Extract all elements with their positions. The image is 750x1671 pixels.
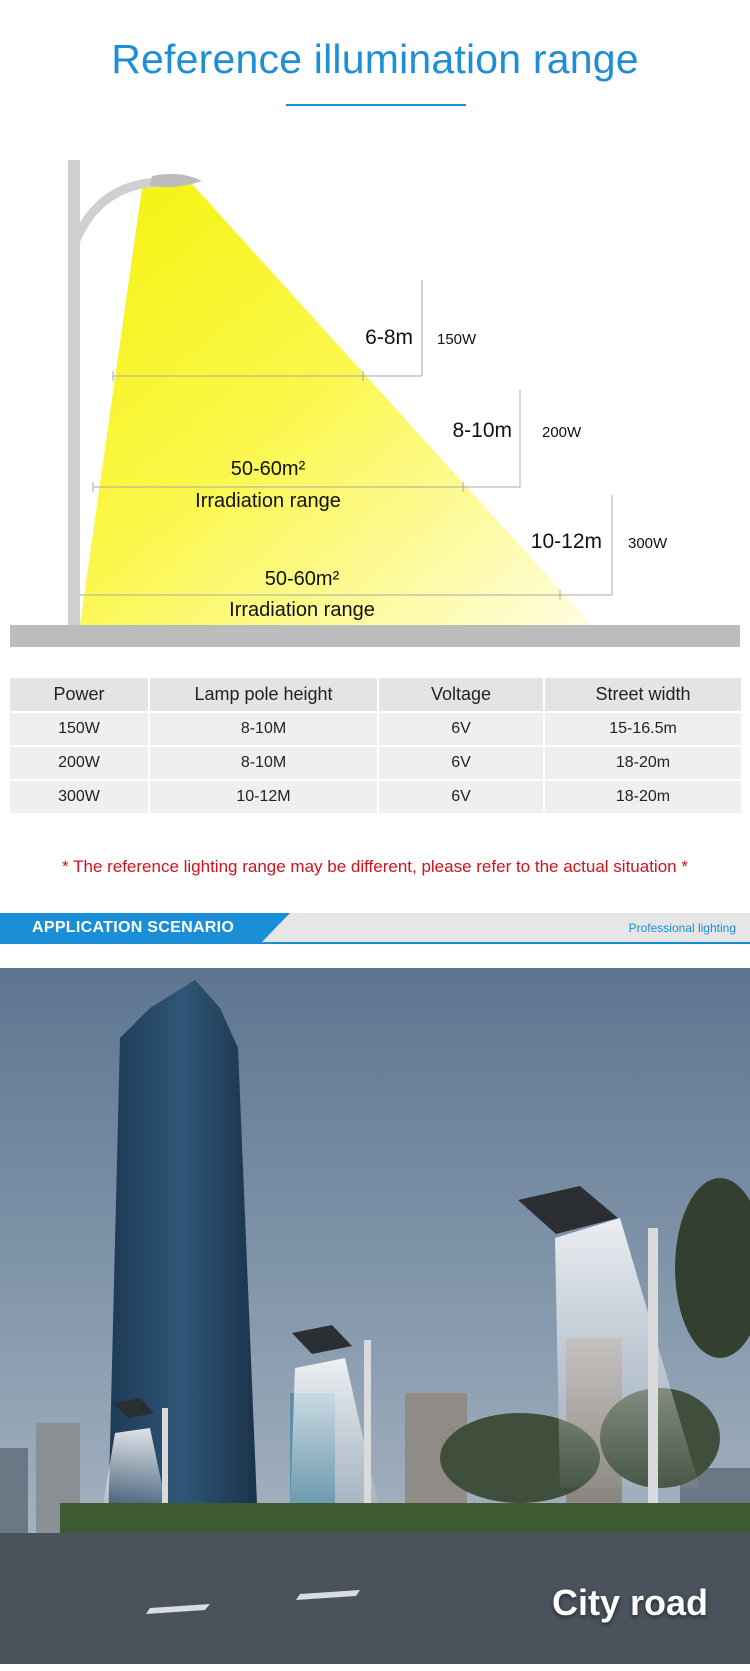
city-road-scene: [0, 968, 750, 1664]
range-label: Irradiation range: [195, 490, 341, 512]
cell-street-width: 18-20m: [545, 781, 741, 813]
col-voltage: Voltage: [379, 678, 543, 711]
table-row: [10, 713, 741, 745]
col-power: Power: [10, 678, 148, 711]
cell-power: 300W: [10, 781, 148, 813]
cell-pole-height: 8-10M: [150, 747, 377, 779]
range-label: Irradiation range: [229, 599, 375, 621]
power-label: 200W: [542, 424, 582, 441]
cell-voltage: 6V: [379, 747, 543, 779]
illumination-diagram: [0, 140, 750, 660]
range-area: 50-60m²: [264, 568, 340, 590]
disclaimer-note: * The reference lighting range may be different, please refer to the actual situation *: [62, 857, 688, 876]
scene-illustration: [0, 968, 750, 1664]
banner-subtitle: Professional lighting: [628, 921, 736, 935]
power-label: 300W: [628, 535, 668, 552]
table-header-row: [10, 678, 741, 711]
range-area: 50-60m²: [230, 458, 306, 480]
cell-voltage: 6V: [379, 781, 543, 813]
cell-voltage: 6V: [379, 713, 543, 745]
cell-pole-height: 10-12M: [150, 781, 377, 813]
page-title: Reference illumination range: [111, 36, 639, 82]
title-underline: [286, 104, 466, 106]
hedge: [60, 1503, 750, 1538]
table-row: [10, 781, 741, 813]
col-pole-height: Lamp pole height: [150, 678, 377, 711]
cell-street-width: 18-20m: [545, 747, 741, 779]
scene-caption: City road: [551, 1582, 708, 1623]
section-banner: [0, 913, 750, 943]
cell-pole-height: 8-10M: [150, 713, 377, 745]
banner-title: APPLICATION SCENARIO: [32, 919, 235, 936]
banner-underline: [0, 942, 750, 944]
power-label: 150W: [437, 331, 477, 348]
distance-label: 8-10m: [452, 419, 512, 442]
ground: [10, 625, 740, 647]
cell-street-width: 15-16.5m: [545, 713, 741, 745]
table-row: [10, 747, 741, 779]
distance-label: 10-12m: [530, 530, 602, 553]
col-street-width: Street width: [545, 678, 741, 711]
distance-label: 6-8m: [365, 326, 413, 349]
cell-power: 200W: [10, 747, 148, 779]
light-beam: [80, 184, 592, 625]
lamp-head: [150, 174, 202, 187]
cell-power: 150W: [10, 713, 148, 745]
spec-table: [8, 676, 743, 815]
